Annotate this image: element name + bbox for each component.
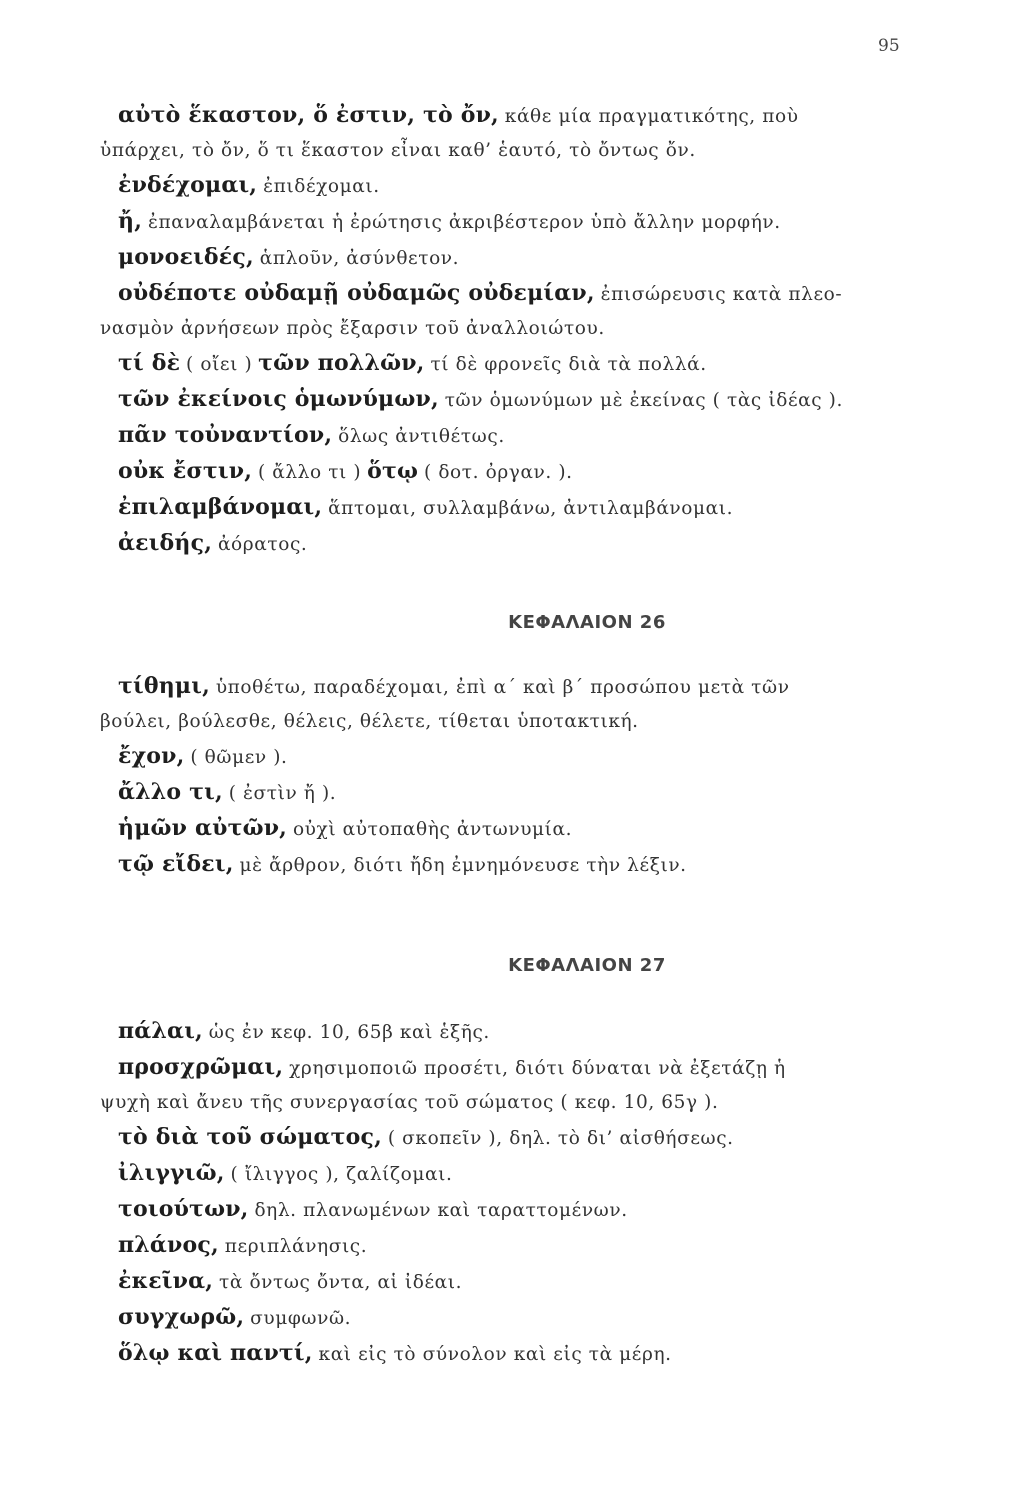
entry-term: πᾶν τοὐναντίον, bbox=[118, 422, 333, 448]
entry-gloss: οὐχὶ αὐτοπαθὴς ἀντωνυμία. bbox=[292, 819, 573, 840]
entry-term: ἤ, bbox=[118, 208, 143, 234]
entry-term: τῷ εἴδει, bbox=[118, 851, 234, 877]
entry-term: ὅλῳ καὶ παντί, bbox=[118, 1340, 313, 1366]
entry-term: ἡμῶν αὐτῶν, bbox=[118, 815, 288, 841]
entry-gloss-continued: νασμὸν ἀρνήσεων πρὸς ἔξαρσιν τοῦ ἀναλλοιώτου. bbox=[100, 318, 605, 339]
glossary-entry bbox=[118, 847, 908, 883]
glossary-entry bbox=[118, 1156, 908, 1192]
entry-term: ἀειδής, bbox=[118, 530, 213, 556]
entry-term: ἄλλο τι, bbox=[118, 779, 223, 805]
entry-term: τί δὲ bbox=[118, 350, 181, 376]
entry-term: τὸ διὰ τοῦ σώματος, bbox=[118, 1124, 382, 1150]
entry-gloss: ὡς ἐν κεφ. 10, 65β καὶ ἑξῆς. bbox=[208, 1022, 490, 1043]
entry-gloss: δηλ. πλανωμένων καὶ ταραττομένων. bbox=[254, 1200, 628, 1221]
entry-term: πάλαι, bbox=[118, 1018, 203, 1044]
glossary-entry bbox=[118, 1300, 908, 1336]
entry-gloss-continued: ὑπάρχει, τὸ ὄν, ὅ τι ἕκαστον εἶναι καθ’ ἑαυτό, τὸ ὄντως ὄν. bbox=[100, 140, 696, 161]
entry-term: προσχρῶμαι, bbox=[118, 1054, 284, 1080]
entry-term-continued: τῶν πολλῶν, bbox=[258, 350, 425, 376]
entry-gloss: ἅπτομαι, συλλαμβάνω, ἀντιλαμβάνομαι. bbox=[328, 498, 734, 519]
entry-gloss-continued: ( δοτ. ὀργαν. ). bbox=[424, 462, 573, 483]
entry-gloss: ( θῶμεν ). bbox=[190, 747, 288, 768]
entry-term: οὐδέποτε οὐδαμῇ οὐδαμῶς οὐδεμίαν, bbox=[118, 280, 595, 306]
glossary-entry bbox=[118, 1014, 908, 1050]
glossary-entry bbox=[118, 168, 908, 204]
entry-term: οὐκ ἔστιν, bbox=[118, 458, 253, 484]
page-number: 95 bbox=[878, 36, 900, 56]
entry-gloss: χρησιμοποιῶ προσέτι, διότι δύναται νὰ ἐξετάζῃ ἡ bbox=[289, 1058, 786, 1079]
entry-term: ἐκεῖνα, bbox=[118, 1268, 214, 1294]
glossary-entry bbox=[118, 1336, 908, 1372]
entry-gloss: ἐπισώρευσις κατὰ πλεο- bbox=[600, 284, 843, 305]
entry-term: τοιούτων, bbox=[118, 1196, 249, 1222]
entry-gloss-continued: βούλει, βούλεσθε, θέλεις, θέλετε, τίθεται ὑποτακτική. bbox=[100, 711, 639, 732]
entry-gloss: καὶ εἰς τὸ σύνολον καὶ εἰς τὰ μέρη. bbox=[318, 1344, 672, 1365]
glossary-entry bbox=[118, 454, 908, 490]
entry-gloss: ἁπλοῦν, ἀσύνθετον. bbox=[259, 248, 460, 269]
entry-gloss-continued: τί δὲ φρονεῖς διὰ τὰ πολλά. bbox=[430, 354, 707, 375]
glossary-entry bbox=[118, 526, 908, 562]
glossary-section-chapter-26 bbox=[100, 669, 908, 883]
glossary-entry bbox=[118, 490, 908, 526]
entry-term: μονοειδές, bbox=[118, 244, 254, 270]
entry-term: ἰλιγγιῶ, bbox=[118, 1160, 225, 1186]
entry-gloss: ὑποθέτω, παραδέχομαι, ἐπὶ α΄ καὶ β΄ προσώπου μετὰ τῶν bbox=[215, 677, 790, 698]
glossary-entry bbox=[118, 418, 908, 454]
page-content bbox=[100, 98, 908, 1372]
entry-term-continued: ὅτῳ bbox=[367, 458, 419, 484]
glossary-entry bbox=[118, 240, 908, 276]
entry-gloss: περιπλάνησις. bbox=[224, 1236, 368, 1257]
glossary-entry bbox=[118, 1120, 908, 1156]
entry-gloss: κάθε μία πραγματικότης, ποὺ bbox=[504, 106, 799, 127]
glossary-entry bbox=[118, 775, 908, 811]
entry-term: πλάνος, bbox=[118, 1232, 219, 1258]
entry-gloss: ( σκοπεῖν ), δηλ. τὸ δι’ αἰσθήσεως. bbox=[387, 1128, 734, 1149]
glossary-entry bbox=[118, 382, 908, 418]
glossary-entry bbox=[118, 204, 908, 240]
entry-gloss: ( ἴλιγγος ), ζαλίζομαι. bbox=[230, 1164, 453, 1185]
entry-gloss: ἐπαναλαμβάνεται ἡ ἐρώτησις ἀκριβέστερον ὑπὸ ἄλλην μορφήν. bbox=[147, 212, 781, 233]
entry-term: τίθημι, bbox=[118, 673, 210, 699]
entry-gloss: τῶν ὁμωνύμων μὲ ἐκείνας ( τὰς ἰδέας ). bbox=[444, 390, 843, 411]
entry-gloss: ( οἴει ) bbox=[186, 354, 253, 375]
glossary-entry bbox=[118, 811, 908, 847]
glossary-section-chapter-27 bbox=[100, 1014, 908, 1372]
glossary-section-continued bbox=[100, 98, 908, 562]
entry-term: ἐπιλαμβάνομαι, bbox=[118, 494, 323, 520]
entry-gloss: ( ἄλλο τι ) bbox=[257, 462, 362, 483]
entry-term: ἐνδέχομαι, bbox=[118, 172, 258, 198]
entry-gloss: συμφωνῶ. bbox=[250, 1308, 352, 1329]
chapter-heading-26: ΚΕΦΑΛΑΙΟΝ 26 bbox=[508, 612, 666, 633]
entry-term: τῶν ἐκείνοις ὁμωνύμων, bbox=[118, 386, 439, 412]
glossary-entry bbox=[100, 1050, 908, 1120]
entry-term: συγχωρῶ, bbox=[118, 1304, 245, 1330]
glossary-entry bbox=[118, 739, 908, 775]
glossary-entry bbox=[100, 276, 908, 346]
glossary-entry bbox=[118, 346, 908, 382]
entry-gloss: ( ἐστὶν ἤ ). bbox=[228, 783, 337, 804]
chapter-heading-27: ΚΕΦΑΛΑΙΟΝ 27 bbox=[508, 955, 666, 976]
entry-term: αὐτὸ ἕκαστον, ὅ ἐστιν, τὸ ὄν, bbox=[118, 102, 499, 128]
entry-gloss: μὲ ἄρθρον, διότι ἤδη ἐμνημόνευσε τὴν λέξιν. bbox=[239, 855, 687, 876]
entry-gloss: ἀόρατος. bbox=[217, 534, 308, 555]
entry-gloss: ἐπιδέχομαι. bbox=[263, 176, 380, 197]
entry-term: ἔχον, bbox=[118, 743, 185, 769]
glossary-entry bbox=[118, 1264, 908, 1300]
entry-gloss: τὰ ὄντως ὄντα, αἱ ἰδέαι. bbox=[219, 1272, 463, 1293]
glossary-entry bbox=[100, 669, 908, 739]
entry-gloss: ὅλως ἀντιθέτως. bbox=[338, 426, 505, 447]
glossary-entry bbox=[118, 1192, 908, 1228]
glossary-entry bbox=[100, 98, 908, 168]
glossary-entry bbox=[118, 1228, 908, 1264]
entry-gloss-continued: ψυχὴ καὶ ἄνευ τῆς συνεργασίας τοῦ σώματος ( κεφ. 10, 65γ ). bbox=[100, 1092, 719, 1113]
